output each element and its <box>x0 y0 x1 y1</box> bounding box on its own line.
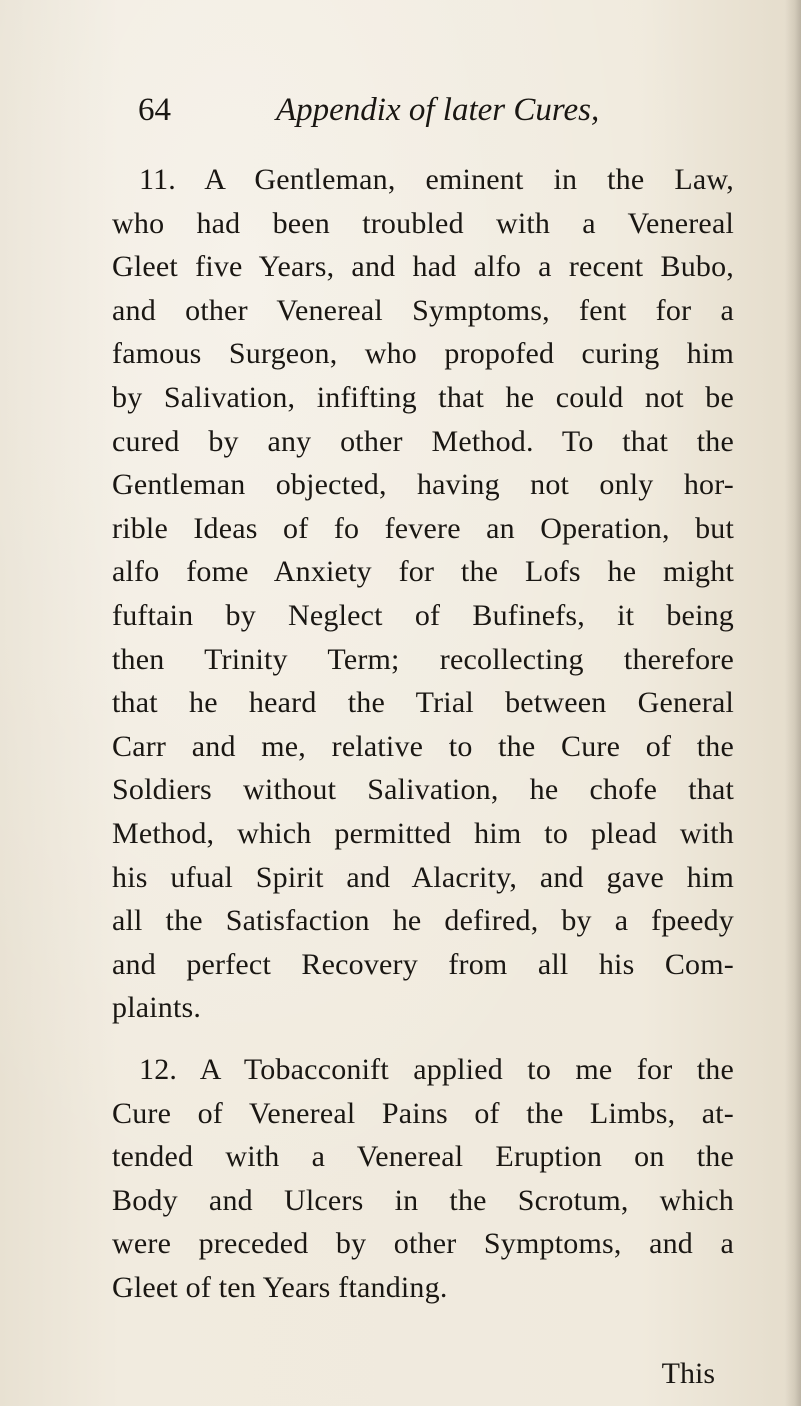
page-header <box>138 92 698 142</box>
text-line: rible Ideas of fo fevere an Operation, but <box>112 511 734 545</box>
text-line: Carr and me, relative to the Cure of the <box>112 729 734 763</box>
text-line: were preceded by other Symptoms, and a <box>112 1227 734 1261</box>
text-line: plaints. <box>112 991 202 1025</box>
text-line: 11. A Gentleman, eminent in the Law, <box>139 163 734 196</box>
text-line: by Salivation, infifting that he could not be <box>112 380 734 414</box>
running-title: Appendix of later Cures, <box>276 92 600 128</box>
text-line: and other Venereal Symptoms, fent for a <box>112 293 734 327</box>
text-line: who had been troubled with a Venereal <box>112 206 734 240</box>
text-line: Cure of Venereal Pains of the Limbs, at- <box>112 1096 734 1130</box>
text-line: alfo fome Anxiety for the Lofs he might <box>112 555 734 589</box>
text-line: his ufual Spirit and Alacrity, and gave him <box>112 860 734 894</box>
catchword: This <box>661 1357 715 1390</box>
text-line: that he heard the Trial between General <box>112 686 734 720</box>
text-line: fuftain by Neglect of Bufinefs, it being <box>112 598 734 632</box>
text-line: Gleet of ten Years ftanding. <box>112 1270 448 1304</box>
text-line: Body and Ulcers in the Scrotum, which <box>112 1183 734 1217</box>
page-edge-shadow <box>785 0 801 1406</box>
text-line: Gleet five Years, and had alfo a recent Bubo, <box>112 250 734 284</box>
text-line: all the Satisfaction he defired, by a fpeedy <box>112 904 734 938</box>
text-line: and perfect Recovery from all his Com- <box>112 947 734 981</box>
text-line: cured by any other Method. To that the <box>112 424 734 458</box>
text-line: 12. A Tobacconift applied to me for the <box>139 1053 734 1086</box>
page-number: 64 <box>138 92 171 128</box>
text-line: Soldiers without Salivation, he chofe that <box>112 773 734 807</box>
text-line: tended with a Venereal Eruption on the <box>112 1140 734 1174</box>
paragraph-case-11 <box>112 158 734 1030</box>
text-line: famous Surgeon, who propofed curing him <box>112 337 734 371</box>
text-line: Method, which permitted him to plead with <box>112 816 734 850</box>
text-line: Gentleman objected, having not only hor- <box>112 468 734 502</box>
text-line: then Trinity Term; recollecting therefore <box>112 642 734 676</box>
paragraph-case-12 <box>112 1048 734 1310</box>
